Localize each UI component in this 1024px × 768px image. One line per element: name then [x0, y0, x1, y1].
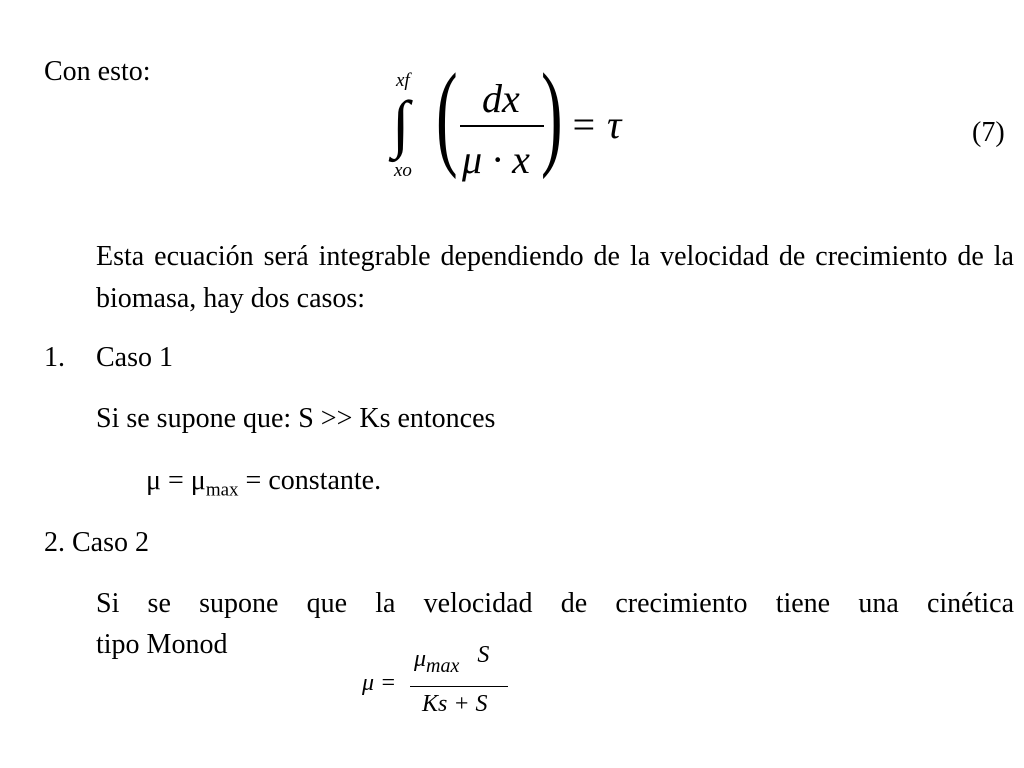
case1-result-mu: μ = μ — [146, 465, 206, 496]
eq7-fraction-bar — [460, 125, 544, 127]
integral-upper-limit: xf — [396, 70, 410, 91]
case1-marker: 1. — [44, 342, 65, 373]
integral-sign: ∫ — [392, 88, 410, 159]
eq7-rhs: = τ — [570, 102, 622, 147]
monod-lhs: μ = — [362, 670, 397, 696]
monod-num-s: S — [477, 642, 490, 668]
intro-text: Con esto: — [44, 56, 151, 87]
case1-result — [146, 464, 381, 508]
monod-num-mu: μ — [414, 646, 427, 672]
right-paren: ) — [541, 49, 563, 180]
monod-denominator: Ks + S — [422, 691, 488, 717]
case1-result-sub: max — [205, 479, 239, 501]
monod-fraction-bar — [410, 686, 508, 687]
description-paragraph: Esta ecuación será integrable dependiendo de la velocidad de crecimiento de la biomasa, hay dos casos: — [96, 241, 1014, 314]
left-paren: ( — [436, 49, 458, 180]
case1-title: Caso 1 — [96, 342, 173, 373]
case1-condition: Si se supone que: S >> Ks entonces — [96, 403, 496, 434]
case2-text-line1: Si se supone que la velocidad de crecimiento tiene una cinética — [96, 588, 1014, 619]
eq7-numerator: dx — [482, 76, 520, 121]
equation-number: (7) — [972, 117, 1005, 148]
eq7-denominator: μ · x — [462, 137, 530, 182]
monod-numerator — [414, 642, 490, 677]
case2-title: 2. Caso 2 — [44, 527, 149, 558]
integral-lower-limit: xo — [394, 160, 412, 181]
case1-result-rest: = constante. — [238, 465, 382, 496]
monod-num-sub: max — [426, 655, 460, 677]
case2-text-line2: tipo Monod — [96, 629, 228, 660]
